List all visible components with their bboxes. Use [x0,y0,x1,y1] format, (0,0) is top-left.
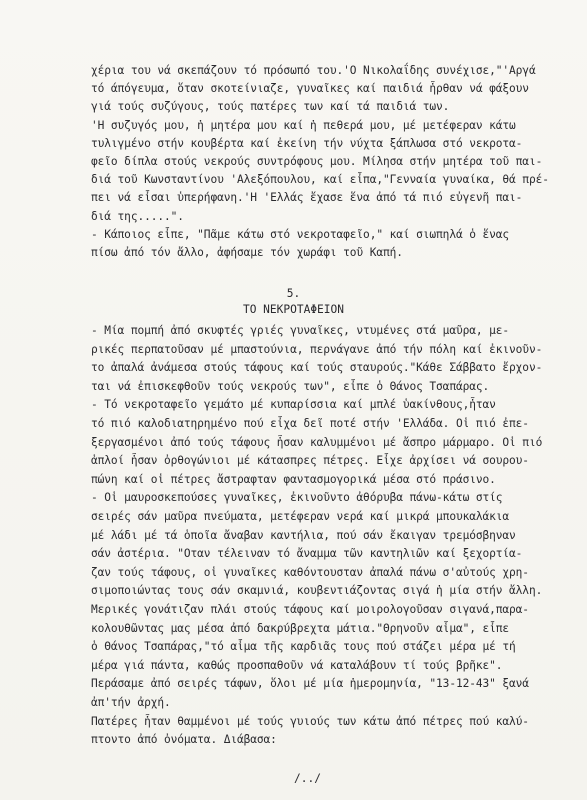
text-line: τό πιό καλοδιατηρημένο πού εἶχα δεῖ ποτέ στήν 'Ελλάδα. Οἱ πιό ἐπε- [91,417,529,430]
text-line: μέρα γιά πάντα, καθώς προσπαθοῦν νά καταλάβουν τί τούς βρῆκε". [91,658,503,672]
text-line: γιά τούς συζύγους, τούς πατέρες των καί τά παιδιά των. [91,100,450,114]
text-line: ὁ Θάνος Τσαπάρας,"τό αἷμα τῆς καρδιᾶς τους πού στάζει μέρα μέ τή [91,640,516,654]
text-line: ξεργασμένοι ἀπό τούς τάφους ἦσαν καλυμμένοι μέ ἄσπρο μάρμαρο. Οἱ πιό [91,435,543,449]
text-line: τυλιγμένο στήν κουβέρτα καί ἐκείνη τήν νύχτα ξάπλωσα στό νεκροτα- [91,136,523,150]
text-line: Μερικές γονάτιζαν πλάι στούς τάφους καί μοιρολογοῦσαν σιγανά,παρα- [91,603,529,616]
text-line: μέ λάδι μέ τά ὁποῖα ἄναβαν καντήλια, πού σάν ἔκαιγαν τρεμόσβηναν [91,528,516,542]
text-line: διά της.....". [91,209,184,223]
text-line: σιμοποιώντας τους σάν σκαμνιά, κουβεντιάζοντας σιγά ἡ μία στήν ἄλλη. [91,584,543,598]
text-line: σάν ἀστέρια. "Οταν τέλειναν τό ἄναμμα τῶν καντηλιῶν καί ξεχορτία- [91,547,523,561]
text-line: πώνη καί οἱ πέτρες ἄστραφταν φαντασμογορικά μέσα στό πράσινο. [91,472,496,486]
text-line: διά τοῦ Κωνσταντίνου 'Αλεξόπουλου, καί εἶπα,"Γενναία γυναίκα, θά πρέ- [91,173,549,187]
section-title: ΤΟ ΝΕΚΡΟΤΑΦΕΙΟΝ [242,303,345,316]
text-line: ζαν τούς τάφους, οἱ γυναῖκες καθόντουσταν ἀπαλά πάνω σ'αὐτούς χρη- [91,565,529,579]
text-line: 'Η συζυγός μου, ἡ μητέρα μου καί ἡ πεθερά μου, μέ μετέφεραν κάτω [91,118,516,132]
text-line: πει νά εἶσαι ὑπερήφανη.'Η 'Ελλάς ἔχασε ἕνα ἀπό τά πιό εὐγενῆ παι- [91,191,523,205]
text-line: πίσω ἀπό τόν ἄλλο, ἀφήσαμε τόν χωράφι τοῦ Καπή. [91,246,403,259]
text-line: Περάσαμε ἀπό σειρές τάφων, ὅλοι μέ μία ἡμερομηνία, "13-12-43" ξανά [91,677,529,691]
text-line: Πατέρες ἦταν θαμμένοι μέ τούς γυιούς των κάτω ἀπό πέτρες πού καλύ- [91,714,529,728]
text-line: ται νά ἐπισκεφθοῦν τούς νεκρούς των", εἶπε ὁ Θάνος Τσαπάρας. [91,379,490,393]
text-line: φεῖο δίπλα στούς νεκρούς συντρόφους μου. Μίλησα στήν μητέρα τοῦ παι- [91,155,543,168]
text-line: κολουθῶντας μας μέσα ἀπό δακρύβρεχτα μάτια."Θρηνοῦν αἷμα", εἶπε [91,621,510,635]
text-line: - Μία πομπή ἀπό σκυφτές γριές γυναῖκες, ντυμένες στά μαῦρα, με- [91,324,510,337]
text-line: χέρια του νά σκεπάζουν τό πρόσωπό του.'Ο Νικολαΐδης συνέχισε,"'Αργά [91,64,536,77]
text-line: - Κάποιος εἶπε, "Πᾶμε κάτω στό νεκροταφεῖο," καί σιωπηλά ὁ ἕνας [91,227,510,241]
text-line: ἀπ'τήν ἀρχή. [91,696,171,709]
text-line: - Τό νεκροταφεῖο γεμάτο μέ κυπαρίσσια καί μπλέ ὑακίνθους,ἦταν [91,398,496,412]
text-line: το ἀπαλά ἀνάμεσα στούς τάφους καί τούς σταυρούς."Κάθε Σάββατο ἔρχον- [91,361,543,375]
text-line: σειρές σάν μαῦρα πνεύματα, μετέφεραν νερά καί μικρά μπουκαλάκια [91,510,510,523]
text-line: - Οἱ μαυροσκεπούσες γυναῖκες, ἐκινοῦντο ἀθόρυβα πάνω-κάτω στίς [91,491,503,505]
text-line: πτοντο ἀπό ὀνόματα. Διάβασα: [91,733,277,747]
page-continuation-mark: /../ [294,772,321,785]
section-number: 5. [286,287,301,300]
text-line: τό άπόγευμα, ὅταν σκοτείνιαζε, γυναῖκες καί παιδιά ἦρθαν νά φάξουν [91,82,529,96]
text-line: ἁπλοί ἦσαν ὀρθογώνιοι μέ κάτασπρες πέτρες. Εἶχε ἀρχίσει νά σουρου- [91,454,529,468]
text-line: ρικές περπατοῦσαν μέ μπαστούνια, περνάγανε ἀπό τήν πόλη καί ἐκινοῦν- [91,342,543,356]
